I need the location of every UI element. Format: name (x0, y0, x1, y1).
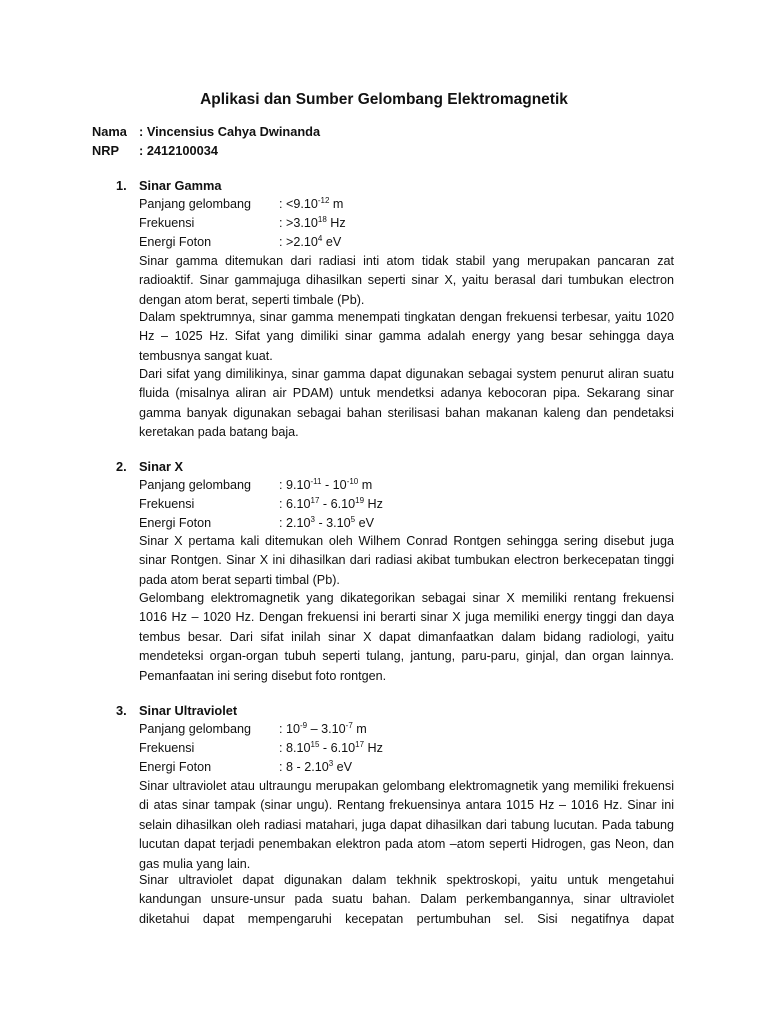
property-row (139, 739, 383, 758)
name-label: Nama (92, 124, 127, 139)
body-paragraph: Dari sifat yang dimilikinya, sinar gamma dapat digunakan sebagai system penurut aliran suatu fluida (misalnya aliran air PDAM) untuk mendetksi adanya kebocoran pipa. Sekarang sinar gamma banyak digunakan sebagai bahan sterilisasi bahan makanan kaleng dan pendetaksi keretakan pada batang baja. (139, 367, 674, 440)
body-paragraph: Sinar X pertama kali ditemukan oleh Wilhem Conrad Rontgen sehingga sering disebut juga sinar Rontgen. Sinar X ini dihasilkan dari radiasi akibat tumbukan electron berkecepatan tinggi pada atom berat separti timbal (Pb). (139, 534, 674, 587)
section-title: Sinar Ultraviolet (139, 703, 238, 718)
author-nrp-row (92, 141, 218, 160)
property-label: Frekuensi (139, 741, 195, 755)
property-row (139, 758, 352, 777)
property-value: : 8.10$^{15}$ - 6.10$^{17}$ Hz (279, 740, 383, 755)
section-heading (116, 457, 183, 476)
property-row (139, 720, 367, 739)
property-label: Energi Foton (139, 235, 212, 249)
property-label: Panjang gelombang (139, 197, 252, 211)
property-row (139, 233, 341, 252)
property-value: : $9.10^{-11} - 10^{-10}$ m (279, 477, 373, 492)
property-value: : 6.10$^{17}$ - 6.10$^{19}$ Hz (279, 496, 383, 511)
property-label: Frekuensi (139, 216, 195, 230)
property-label: Panjang gelombang (139, 722, 252, 736)
section-number: 3. (116, 703, 127, 718)
body-paragraph: Gelombang elektromagnetik yang dikategorikan sebagai sinar X memiliki rentang frekuensi 1016 Hz – 1020 Hz. Dengan frekuensi ini berarti sinar X juga memiliki energy tinggi dan daya tembus besar. Dari sifat inilah sinar X dapat dimanfaatkan dalam bidang radiologi, yaitu mendeteksi organ-organ tubuh seperti tulang, jantung, paru-paru, ginjal, dan organ lainnya. Pemanfaatan ini sering disebut foto rontgen. (139, 591, 674, 683)
body-paragraph: Sinar ultraviolet dapat digunakan dalam tekhnik spektroskopi, yaitu untuk mengetahui kandungan unsure-unsur pada suatu bahan. Dalam perkembangannya, sinar ultraviolet diketahui dapat mempengaruhi kecepatan pertumbuhan sel. Sisi negatifnya dapat (139, 873, 674, 926)
property-row (139, 214, 346, 233)
property-value: : 8 - 2.10$^3$ eV (279, 759, 353, 774)
property-value: : $<9.10^{-12}$ m (279, 196, 344, 211)
section-heading (116, 701, 237, 720)
document-title: Aplikasi dan Sumber Gelombang Elektromagnetik (200, 91, 568, 108)
property-label: Panjang gelombang (139, 478, 252, 492)
property-row (139, 476, 372, 495)
section-number: 1. (116, 178, 127, 193)
property-value: : $>3.10^{18}$ Hz (279, 215, 346, 230)
property-row (139, 514, 374, 533)
property-label: Energi Foton (139, 516, 212, 530)
body-paragraph: Sinar ultraviolet atau ultraungu merupakan gelombang elektromagnetik yang memiliki frekuensi di atas sinar tampak (sinar ungu). Rentang frekuensinya antara 1015 Hz – 1016 Hz. Sinar ini selain dihasilkan oleh radiasi matahari, juga dapat dihasilkan dari tabung lucutan. Pada tabung lucutan dapat terjadi penembakan elektron pada atom –atom seperti Hidrogen, gas Neon, dan gas mulia yang lain. (139, 779, 674, 871)
name-value: : Vincensius Cahya Dwinanda (139, 124, 321, 139)
nrp-label: NRP (92, 143, 120, 158)
section-number: 2. (116, 459, 127, 474)
property-label: Energi Foton (139, 760, 212, 774)
property-value: : $10^{-9} - 3.10^{-7}$ m (279, 721, 367, 736)
property-row (139, 195, 343, 214)
section-title: Sinar X (139, 459, 184, 474)
author-name-row (92, 122, 320, 141)
body-paragraph: Sinar gamma ditemukan dari radiasi inti atom tidak stabil yang merupakan pancaran zat radioaktif. Sinar gammajuga dihasilkan seperti sinar X, yaitu berasal dari tumbukan electron dengan atom berat, seperti timbale (Pb). (139, 254, 674, 307)
section-title: Sinar Gamma (139, 178, 222, 193)
property-row (139, 495, 383, 514)
section-heading (116, 176, 222, 195)
property-value: : 2.10$^3$ - 3.10$^5$ eV (279, 515, 375, 530)
property-value: : $>2.10^4$ eV (279, 234, 342, 249)
nrp-value: : 2412100034 (139, 143, 218, 158)
body-paragraph: Dalam spektrumnya, sinar gamma menempati tingkatan dengan frekuensi terbesar, yaitu 1020 Hz – 1025 Hz. Sifat yang dimiliki sinar gamma adalah energy yang besar sehingga daya tembusnya sangat kuat. (139, 310, 674, 363)
property-label: Frekuensi (139, 497, 195, 511)
